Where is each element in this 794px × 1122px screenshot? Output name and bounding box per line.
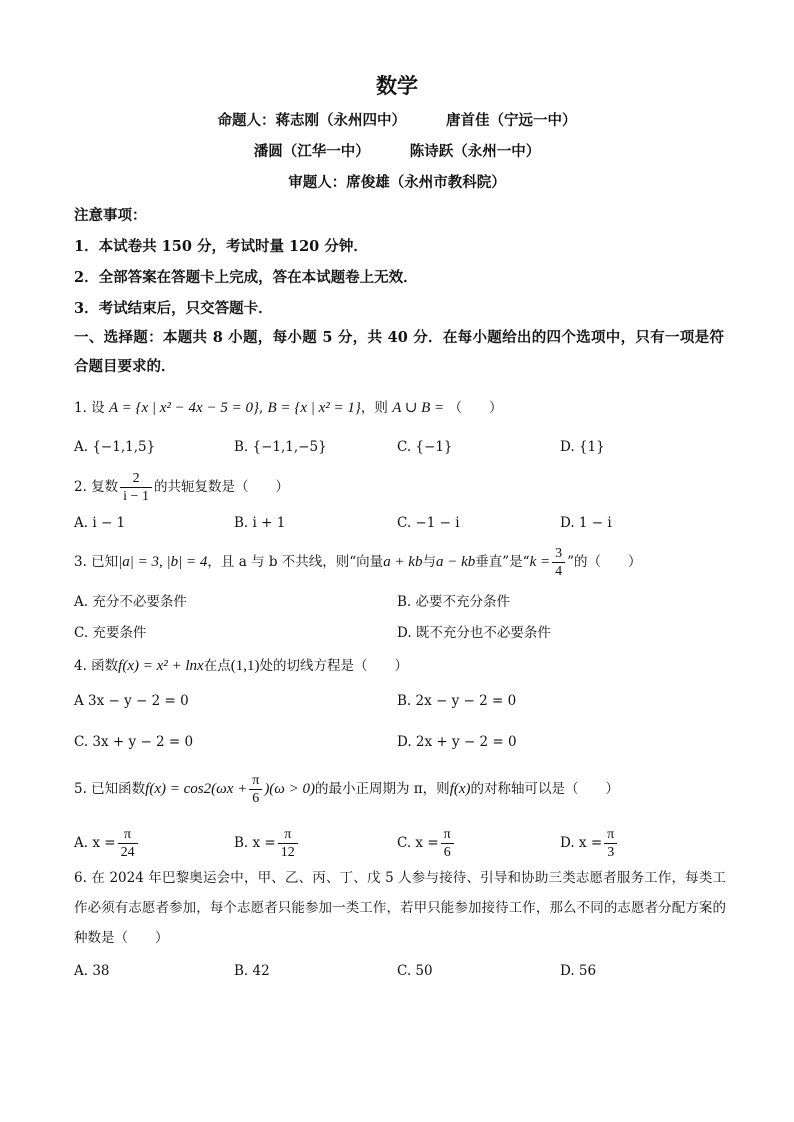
- q1-option-a[interactable]: A. {−1,1,5}: [74, 439, 156, 455]
- author-1: 命题人：蒋志刚（永州四中）: [217, 112, 406, 129]
- q2-option-b[interactable]: B. i + 1: [234, 515, 286, 531]
- set-a: A = {x | x² − 4x − 5 = 0}: [108, 400, 259, 416]
- q6-option-d[interactable]: D. 56: [560, 963, 597, 979]
- q3-vector-diff: a − kb: [435, 554, 476, 570]
- notes-heading: 注意事项：: [74, 207, 147, 224]
- q4-point: (1,1): [230, 658, 260, 674]
- q5-option-b[interactable]: B. x = $\frac{\pi}{12}$: [234, 826, 300, 861]
- author-2: 唐首佳（宁远一中）: [446, 112, 577, 129]
- q3-vector-sum: a + kb: [383, 554, 423, 570]
- question-5: 5. 已知函数f(x) = cos2(ωx + $\frac{\pi}{6}$ )(ω > 0)的最小正周期为 π，则f(x)的对称轴可以是（ ）: [74, 773, 620, 806]
- q2-option-a[interactable]: A. i − 1: [74, 515, 126, 531]
- authors-line-1: [0, 109, 794, 130]
- question-6: 6. 在 2024 年巴黎奥运会中，甲、乙、丙、丁、戊 5 人参与接待、引导和协助三类志愿者服务工作，每类工作必须有志愿者参加，每个志愿者只能参加一类工作，若甲只能参加接待工作，那么不同的志愿者分配方案的种数是（ ）: [74, 870, 726, 946]
- question-3: 3. 已知|a| = 3, |b| = 4，且 a 与 b 不共线，则“向量a + kb与a − kb垂直”是“k = $\frac{3}{4}$ ”的（ ）: [74, 546, 642, 579]
- q2-option-c[interactable]: C. −1 − i: [397, 515, 460, 531]
- q4-function: f(x) = x² + lnx: [118, 658, 204, 674]
- note-3: 3．考试结束后，只交答题卡．: [74, 300, 273, 317]
- q5-function: f(x) = cos2(ωx +: [145, 781, 248, 797]
- q4-option-a[interactable]: A 3x − y − 2 = 0: [74, 693, 189, 709]
- q5-option-a[interactable]: A. x = $\frac{\pi}{24}$: [74, 826, 140, 861]
- q3-option-a[interactable]: A. 充分不必要条件: [74, 594, 187, 610]
- q6-option-c[interactable]: C. 50: [397, 963, 433, 979]
- author-4: 陈诗跃（永州一中）: [409, 143, 541, 160]
- q1-option-d[interactable]: D. {1}: [560, 439, 605, 455]
- q6-option-b[interactable]: B. 42: [234, 963, 270, 979]
- q5-option-d[interactable]: D. x = $\frac{\pi}{3}$: [560, 826, 619, 861]
- question-2: 2. 复数 $\frac{2}{i - 1}$ 的共轭复数是（ ）: [74, 471, 289, 504]
- q2-option-d[interactable]: D. 1 − i: [560, 515, 612, 531]
- q1-option-c[interactable]: C. {−1}: [397, 439, 453, 455]
- q4-option-d[interactable]: D. 2x + y − 2 = 0: [397, 734, 517, 750]
- q4-option-c[interactable]: C. 3x + y − 2 = 0: [74, 734, 194, 750]
- page-title: 数学: [376, 73, 418, 98]
- authors-line-2: [0, 140, 794, 161]
- question-4: 4. 函数f(x) = x² + lnx在点(1,1)处的切线方程是（ ）: [74, 658, 408, 674]
- q3-condition: |a| = 3, |b| = 4: [118, 554, 208, 570]
- note-2: 2．全部答案在答题卡上完成，答在本试题卷上无效．: [74, 269, 418, 286]
- note-1: 1．本试卷共 150 分，考试时量 120 分钟．: [74, 238, 368, 255]
- q4-option-b[interactable]: B. 2x − y − 2 = 0: [397, 693, 517, 709]
- q3-fraction: $\frac{3}{4}$: [552, 545, 565, 580]
- question-1: 1. 设 A = {x | x² − 4x − 5 = 0}, B = {x | x² = 1}，则 A ∪ B = （ ）: [74, 400, 503, 416]
- q2-fraction: $\frac{2}{i - 1}$: [120, 470, 152, 505]
- q6-option-a[interactable]: A. 38: [74, 963, 110, 979]
- q3-option-b[interactable]: B. 必要不充分条件: [397, 594, 511, 610]
- section-heading-choice: 一、选择题：本题共 8 小题，每小题 5 分，共 40 分．在每小题给出的四个选项中，只有一项是符合题目要求的．: [74, 329, 724, 375]
- q3-option-c[interactable]: C. 充要条件: [74, 625, 147, 641]
- q3-option-d[interactable]: D. 既不充分也不必要条件: [397, 625, 551, 641]
- q1-option-b[interactable]: B. {−1,1,−5}: [234, 439, 327, 455]
- author-3: 潘圆（江华一中）: [253, 143, 370, 160]
- q5-option-c[interactable]: C. x = $\frac{\pi}{6}$: [397, 826, 456, 861]
- set-b: B = {x | x² = 1}: [267, 400, 361, 416]
- reviewer: 审题人：席俊雄（永州市教科院）: [288, 174, 506, 191]
- union-expr: A ∪ B =: [392, 400, 445, 416]
- q5-fraction: $\frac{\pi}{6}$: [249, 772, 262, 807]
